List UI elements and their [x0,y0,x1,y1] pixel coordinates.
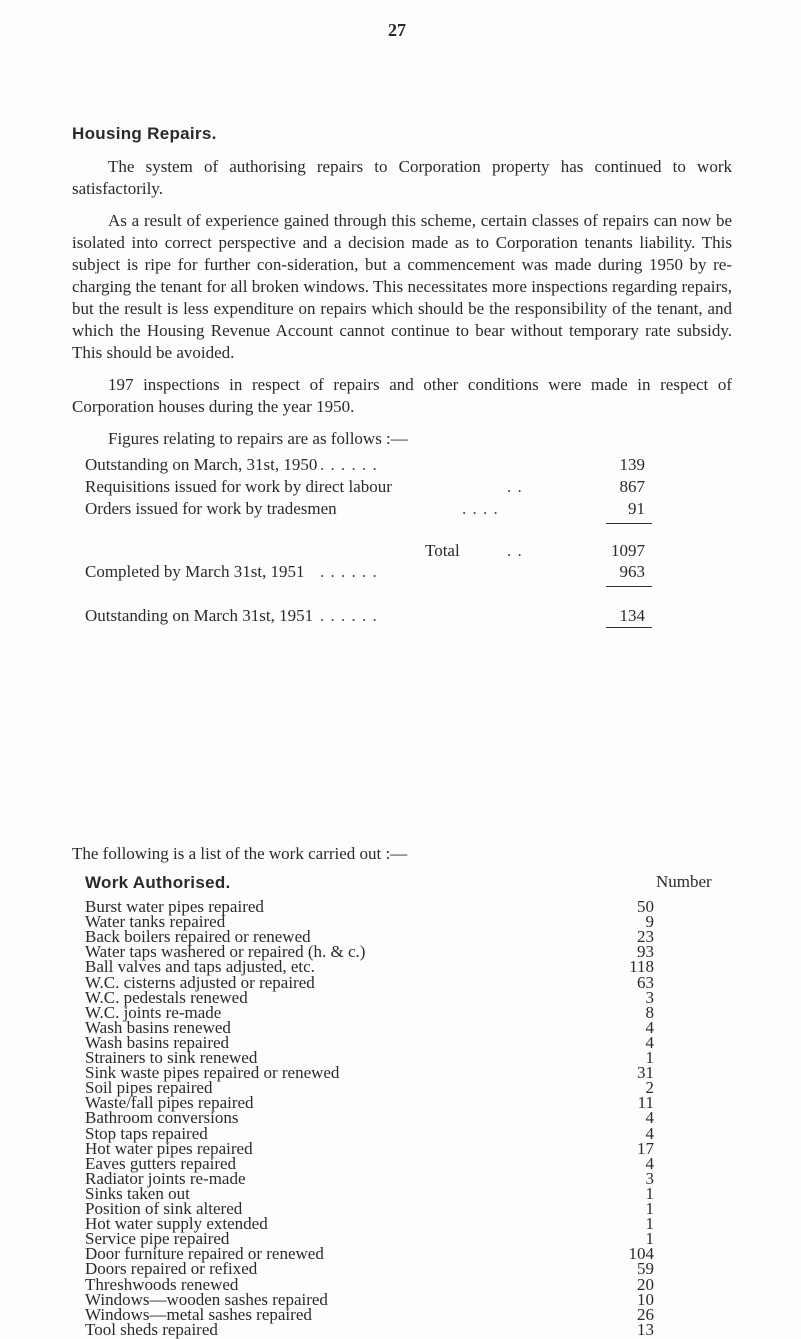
work-count: 1 [645,1214,654,1234]
dot-leader: . . . . [462,499,499,518]
work-label: Service pipe repaired [85,1229,230,1249]
work-count: 4 [645,1032,654,1052]
work-count: 59 [637,1259,654,1279]
figures-label: Orders issued for work by tradesmen [85,499,337,518]
work-label: Ball valves and taps adjusted, etc. [85,957,315,977]
figures-label: Outstanding on March, 31st, 1950 [85,455,318,474]
work-count: 63 [637,972,654,992]
work-label: Sink waste pipes repaired or renewed [85,1063,340,1083]
work-label: Hot water pipes repaired [85,1138,253,1158]
work-label: Threshwoods renewed [85,1274,239,1294]
work-label: Bathroom conversions [85,1108,239,1128]
work-count: 31 [637,1063,654,1083]
work-label: W.C. cisterns adjusted or repaired [85,972,315,992]
number-column-header: Number [656,872,712,891]
housing-repairs-heading: Housing Repairs. [72,124,217,143]
work-count: 3 [645,1168,654,1188]
dot-leader: . . . . . . [320,455,378,474]
dot-leader: . . [507,477,523,496]
work-count: 104 [628,1244,654,1264]
work-label: Windows—metal sashes repaired [85,1304,312,1324]
sum-rule [606,586,652,587]
work-count: 1 [645,1183,654,1203]
work-count: 26 [637,1304,654,1324]
dot-leader: . . [507,541,523,560]
figures-row-requisitions [85,476,645,498]
work-count: 23 [637,927,654,947]
work-label: Soil pipes repaired [85,1078,213,1098]
work-label: Strainers to sink renewed [85,1048,258,1067]
work-count: 11 [637,1093,654,1113]
work-count: 4 [645,1153,654,1173]
work-label: Water tanks repaired [85,912,226,932]
inspections-paragraph: 197 inspections in respect of repairs and other conditions were made in respect of Corporation houses during the year 1950. [72,375,732,416]
figures-row-outstanding-1951 [85,605,645,627]
work-label: Windows—wooden sashes repaired [85,1289,328,1309]
experience-paragraph: As a result of experience gained through this scheme, certain classes of repairs can now be isolated into correct perspective and a decision made as to Corporation tenants liability. This subject is ripe for further con-sideration, but a commencement was made during 1950 by re-charging the tenant for all broken windows. This necessitates more inspections regarding repairs, but the result is less expenditure on repairs which should be the responsibility of the tenant, and which the Housing Revenue Account cannot continue to bear without temporary rate subsidy. This should be avoided. [72,211,732,362]
work-label: Waste/fall pipes repaired [85,1093,254,1113]
work-label: Water taps washered or repaired (h. & c.) [85,942,366,962]
figures-row-completed [85,561,645,583]
dot-leader: . . . . . . [320,562,378,581]
work-count: 3 [645,987,654,1007]
work-count: 50 [637,897,654,916]
figures-value: 91 [628,499,645,518]
page-number: 27 [388,20,406,40]
work-label: Eaves gutters repaired [85,1153,237,1173]
figures-label: Outstanding on March 31st, 1951 [85,606,314,625]
work-count: 4 [645,1108,654,1128]
work-label: Stop taps repaired [85,1123,208,1143]
work-count: 13 [637,1319,654,1339]
work-label: Hot water supply extended [85,1214,268,1234]
work-label: Burst water pipes repaired [85,897,264,916]
figures-label: Total [425,541,460,560]
list-item [85,1321,654,1339]
figures-value: 134 [619,606,645,625]
work-count: 8 [645,1002,654,1022]
figures-value: 963 [619,562,645,581]
figures-intro: Figures relating to repairs are as follows :— [108,429,408,448]
work-count: 1 [645,1199,654,1218]
work-label: Back boilers repaired or renewed [85,927,311,947]
work-intro: The following is a list of the work carried out :— [72,844,408,863]
work-count: 20 [637,1274,654,1294]
sum-rule [606,627,652,628]
work-count: 4 [645,1017,654,1037]
work-label: Doors repaired or refixed [85,1259,258,1279]
dot-leader: . . . . . . [320,606,378,625]
figures-value: 867 [619,477,645,496]
work-label: Wash basins renewed [85,1017,231,1037]
sum-rule [606,523,652,524]
work-label: Tool sheds repaired [85,1319,218,1339]
work-label: W.C. joints re-made [85,1002,222,1022]
figures-row-orders [85,498,645,520]
work-count: 17 [637,1138,654,1158]
work-count: 2 [645,1078,654,1098]
work-count: 10 [637,1289,654,1309]
work-count: 4 [645,1123,654,1143]
work-count: 1 [645,1048,654,1067]
figures-value: 139 [619,455,645,474]
work-label: Wash basins repaired [85,1032,230,1052]
figures-label: Completed by March 31st, 1951 [85,562,305,581]
work-count: 93 [637,942,654,962]
work-label: W.C. pedestals renewed [85,987,248,1007]
figures-value: 1097 [611,541,645,560]
work-authorised-heading: Work Authorised. [85,873,231,892]
figures-row-total [85,540,645,562]
work-label: Radiator joints re-made [85,1168,246,1188]
work-label: Sinks taken out [85,1183,190,1203]
figures-row-outstanding-1950 [85,454,645,476]
work-count: 118 [629,957,654,977]
work-label: Door furniture repaired or renewed [85,1244,324,1264]
work-label: Position of sink altered [85,1199,243,1218]
work-count: 9 [645,912,654,932]
intro-paragraph: The system of authorising repairs to Corporation property has continued to work satisfactorily. [72,157,732,198]
figures-label: Requisitions issued for work by direct labour [85,477,392,496]
work-count: 1 [645,1229,654,1249]
